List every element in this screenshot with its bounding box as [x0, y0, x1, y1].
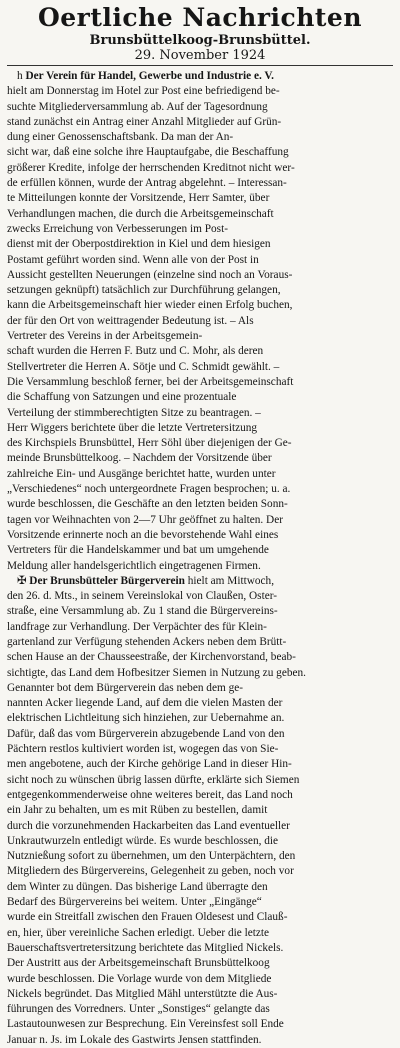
article-lead-line	[7, 574, 393, 589]
article-lead: Der Verein für Handel, Gewerbe und Industrie e. V.	[25, 70, 274, 82]
text-line: zwecks Erreichung von Verbesserungen im Post-	[7, 222, 228, 235]
header-divider	[7, 65, 393, 66]
text-line: führungen des Vorredners. Unter „Sonstiges“ gelangte das	[7, 1003, 270, 1016]
text-line: des Kirchspiels Brunsbüttel, Herr Söhl über diejenigen der Ge-	[7, 437, 292, 450]
place-subtitle: Brunsbüttelkoog-Brunsbüttel.	[89, 33, 311, 48]
text-line: straße, eine Versammlung ab. Zu 1 stand die Bürgervereins-	[7, 605, 278, 618]
article-mark: ✠	[17, 574, 27, 587]
article-lead-line	[7, 69, 393, 84]
text-line: elektrischen Lichtleitung sich hinziehen, zur Uebernahme an.	[7, 712, 285, 725]
text-line: wurde beschlossen. Die Vorlage wurde von dem Mitgliede	[7, 972, 272, 985]
text-line: tagen vor Weihnachten von 2—7 Uhr geöffnet zu halten. Der	[7, 513, 283, 526]
text-line: meinde Brunsbüttelkoog. – Nachdem der Vorsitzende über	[7, 452, 272, 465]
text-line: hielt am Donnerstag im Hotel zur Post eine befriedigend be-	[7, 85, 280, 98]
article-buergerverein	[7, 574, 393, 1048]
article-lead: Der Brunsbütteler Bürgerverein	[29, 574, 185, 587]
text-line: entgegenkommenderweise ohne weiteres bereit, das Land noch	[7, 788, 293, 801]
text-line: sichtigte, das Land dem Hofbesitzer Siemen in Nutzung zu geben.	[7, 666, 306, 679]
text-line: Die Versammlung beschloß ferner, bei der Arbeitsgemeinschaft	[7, 375, 294, 388]
text-line: wurde beschlossen, die Geschäfte an den letzten beiden Sonn-	[7, 498, 288, 511]
text-line: dienst mit der Oberpostdirektion in Kiel und dem hiesigen	[7, 238, 271, 251]
text-line: Nickels begründet. Das Mitglied Mähl unterstützte die Aus-	[7, 987, 278, 1000]
text-line: den 26. d. Mts., in seinem Vereinslokal von Claußen, Oster-	[7, 590, 278, 603]
text-line: Herr Wiggers berichtete über die letzte Vertretersitzung	[7, 421, 258, 434]
text-line: suchte Mitgliederversammlung ab. Auf der Tagesordnung	[7, 100, 268, 113]
text-line: sicht war, daß eine solche ihre Hauptaufgabe, die Beschaffung	[7, 146, 289, 159]
text-line: Verhandlungen machen, die durch die Arbeitsgemeinschaft	[7, 207, 274, 220]
text-line: Genannter bot dem Bürgerverein das neben dem ge-	[7, 681, 243, 694]
text-line: setzungen geknüpft) tatsächlich zur Durchführung gelangen,	[7, 284, 281, 297]
text-line: Aussicht gestellten Neuerungen (einzelne sind noch an Voraus-	[7, 268, 293, 281]
text-line: Januar n. Js. im Lokale des Gastwirts Jensen stattfinden.	[7, 1033, 262, 1046]
article-mark: h	[17, 70, 23, 82]
article-body	[7, 589, 393, 1048]
text-line: en, hier, über vereinliche Sachen erledigt. Ueber die letzte	[7, 926, 270, 939]
text-line: Dafür, daß das vom Bürgerverein abzugebende Land von den	[7, 727, 285, 740]
article-handelsverein	[7, 69, 393, 574]
text-line: te Mitteilungen konnte der Vorsitzende, Herr Samter, über	[7, 192, 270, 205]
page-title: Oertliche Nachrichten	[37, 3, 363, 32]
issue-date: 29. November 1924	[134, 48, 266, 63]
text-line: Mitgliedern des Bürgervereins, Gelegenheit zu geben, noch vor	[7, 865, 294, 878]
text-line: Meldung aller handelsgerichtlich eingetragenen Firmen.	[7, 559, 261, 572]
text-line: Lastautounwesen zur Besprechung. Ein Vereinsfest soll Ende	[7, 1018, 284, 1031]
text-line: landfrage zur Verhandlung. Der Verpächter des für Klein-	[7, 620, 267, 633]
text-line: Bedarf des Bürgervereins bei weitem. Unter „Eingänge“	[7, 896, 262, 909]
text-line: wurde ein Streitfall zwischen den Frauen Oldesest und Clauß-	[7, 911, 288, 924]
masthead	[7, 3, 393, 63]
text-line: Unkrautwurzeln entledigt würde. Es wurde beschlossen, die	[7, 834, 279, 847]
text-line: Vertreter des Vereins in der Arbeitsgemein-	[7, 330, 203, 343]
text-line: schaft wurden die Herren F. Butz und C. Mohr, als deren	[7, 345, 264, 358]
text-line: Vorsitzende erinnerte noch an die bevorstehende Wahl eines	[7, 528, 279, 541]
text-line: Nutznießung sofort zu übernehmen, um den Unterpächtern, den	[7, 850, 296, 863]
text-line: Postamt geführt worden sind. Wenn alle von der Post in	[7, 253, 259, 266]
text-line: men angebotene, auch der Kirche gehörige Land in dieser Hin-	[7, 758, 292, 771]
text-line: kann die Arbeitsgemeinschaft hier wieder einen Erfolg buchen,	[7, 299, 293, 312]
text-line: Der Austritt aus der Arbeitsgemeinschaft Brunsbüttelkoog	[7, 957, 270, 970]
article-lead-rest: hielt am Mittwoch,	[187, 574, 275, 587]
text-line: dung einer Genossenschaftsbank. Da man der An-	[7, 131, 234, 144]
text-line: „Verschiedenes“ noch untergeordnete Fragen besprochen; u. a.	[7, 483, 291, 496]
text-line: stand zunächst ein Antrag einer Anzahl Mitglieder auf Grün-	[7, 115, 282, 128]
text-line: ein Jahr zu behalten, um es mit Rüben zu bestellen, damit	[7, 804, 268, 817]
text-line: zahlreiche Ein- und Ausgänge berichtet hatte, wurden unter	[7, 467, 276, 480]
text-line: Vertreters für die Handelskammer und bat um umgehende	[7, 544, 269, 557]
text-line: nannten Acker liegende Land, auf dem die vielen Masten der	[7, 697, 283, 710]
text-line: dem Winter zu düngen. Das bisherige Land überragte den	[7, 880, 268, 893]
text-line: Pächtern restlos kultiviert worden ist, wogegen das von Sie-	[7, 743, 279, 756]
text-line: sicht noch zu wünschen übrig lassen dürfte, erklärte sich Siemen	[7, 773, 300, 786]
text-line: Verteilung der stimmberechtigten Sitze zu beantragen. –	[7, 406, 261, 419]
article-body	[7, 84, 393, 574]
text-line: de erfüllen können, wurde der Antrag abgelehnt. – Interessan-	[7, 177, 287, 190]
text-line: größerer Kredite, infolge der herrschenden Kreditnot nicht wer-	[7, 161, 295, 174]
text-line: der für den Ort von weittragender Bedeutung ist. – Als	[7, 314, 254, 327]
text-line: schen Hause an der Chausseestraße, der Kirchenvorstand, beab-	[7, 651, 296, 664]
text-line: durch die vorzunehmenden Hackarbeiten das Land eventueller	[7, 819, 290, 832]
text-line: Stellvertreter die Herren A. Sötje und C. Schmidt gewählt. –	[7, 360, 280, 373]
text-line: die Schaffung von Satzungen und eine prozentuale	[7, 391, 237, 404]
text-line: Bauerschaftsvertretersitzung berichtete das Mitglied Nickels.	[7, 941, 284, 954]
text-line: gartenland zur Verfügung stehenden Ackers neben dem Brütt-	[7, 635, 287, 648]
